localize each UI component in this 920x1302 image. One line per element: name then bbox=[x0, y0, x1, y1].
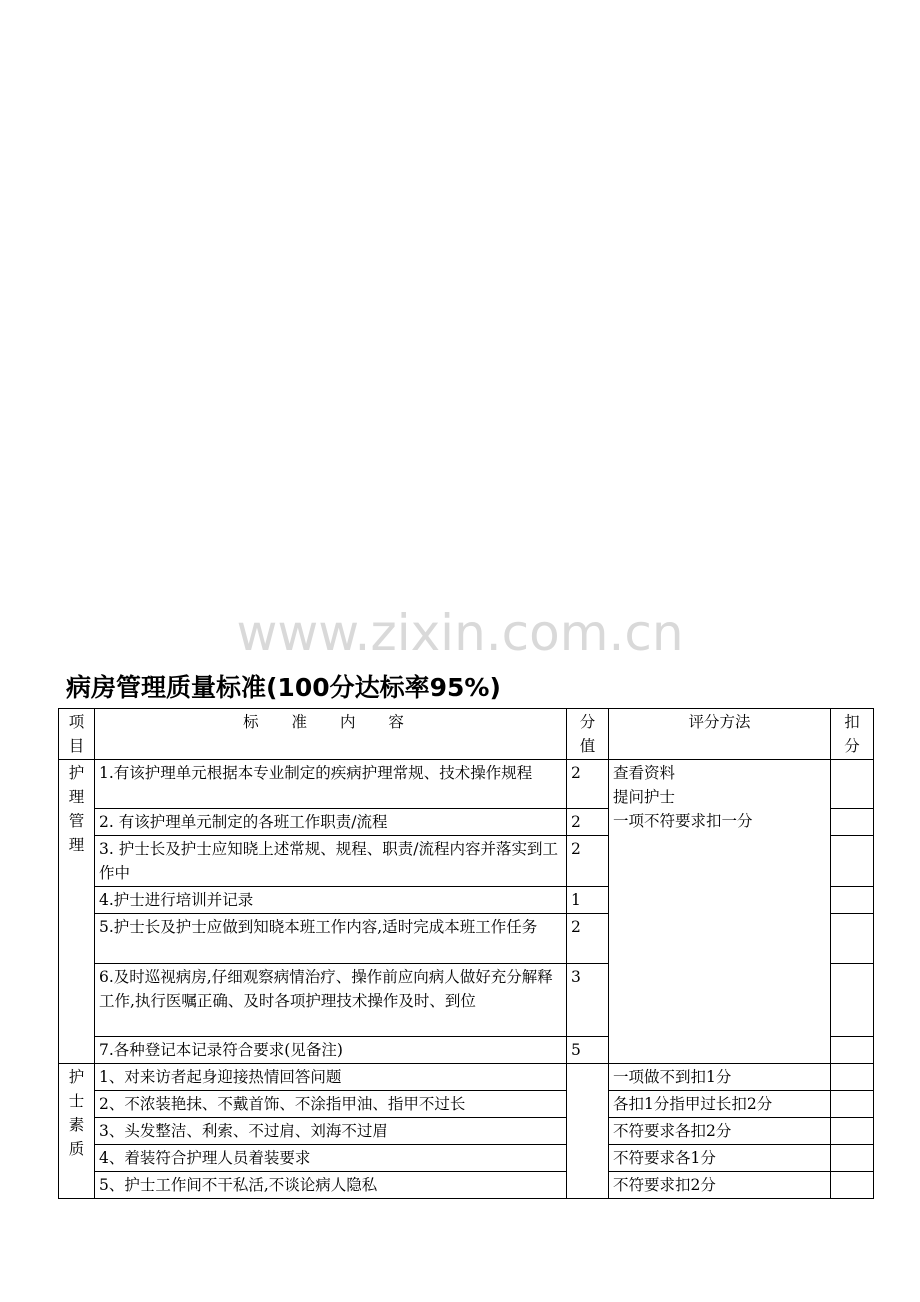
category-nursing-management: 护 理 管 理 bbox=[59, 760, 95, 1064]
table-row bbox=[59, 1091, 874, 1118]
header-content: 标 准 内 容 bbox=[95, 709, 567, 760]
scoring-method: 不符要求各扣2分 bbox=[609, 1118, 831, 1145]
header-item: 项 目 bbox=[59, 709, 95, 760]
scoring-method: 各扣1分指甲过长扣2分 bbox=[609, 1091, 831, 1118]
deduction-cell[interactable] bbox=[831, 887, 874, 914]
scoring-method: 查看资料 提问护士 一项不符要求扣一分 bbox=[609, 760, 831, 1064]
standard-content: 3、头发整洁、利索、不过肩、刘海不过眉 bbox=[95, 1118, 567, 1145]
deduction-cell[interactable] bbox=[831, 1091, 874, 1118]
score-value: 3 bbox=[567, 964, 609, 1037]
header-score: 分 值 bbox=[567, 709, 609, 760]
table-row bbox=[59, 1145, 874, 1172]
deduction-cell[interactable] bbox=[831, 1118, 874, 1145]
deduction-cell[interactable] bbox=[831, 1064, 874, 1091]
standard-content: 1、对来访者起身迎接热情回答问题 bbox=[95, 1064, 567, 1091]
quality-standard-table bbox=[58, 708, 874, 1199]
deduction-cell[interactable] bbox=[831, 964, 874, 1037]
document-title: 病房管理质量标准(100分达标率95%) bbox=[66, 673, 501, 702]
standard-content: 1.有该护理单元根据本专业制定的疾病护理常规、技术操作规程 bbox=[95, 760, 567, 809]
deduction-cell[interactable] bbox=[831, 760, 874, 809]
score-value: 2 bbox=[567, 836, 609, 887]
scoring-method: 不符要求扣2分 bbox=[609, 1172, 831, 1199]
scoring-method: 一项做不到扣1分 bbox=[609, 1064, 831, 1091]
score-value: 2 bbox=[567, 760, 609, 809]
score-value bbox=[567, 1064, 609, 1199]
table-header-row bbox=[59, 709, 874, 760]
deduction-cell[interactable] bbox=[831, 809, 874, 836]
table-row bbox=[59, 1118, 874, 1145]
standard-content: 4、着装符合护理人员着装要求 bbox=[95, 1145, 567, 1172]
table-row bbox=[59, 760, 874, 809]
header-method: 评分方法 bbox=[609, 709, 831, 760]
table-row bbox=[59, 1064, 874, 1091]
deduction-cell[interactable] bbox=[831, 1172, 874, 1199]
deduction-cell[interactable] bbox=[831, 1145, 874, 1172]
standard-content: 6.及时巡视病房,仔细观察病情治疗、操作前应向病人做好充分解释工作,执行医嘱正确、及时各项护理技术操作及时、到位 bbox=[95, 964, 567, 1037]
deduction-cell[interactable] bbox=[831, 836, 874, 887]
header-deduct: 扣 分 bbox=[831, 709, 874, 760]
standard-content: 4.护士进行培训并记录 bbox=[95, 887, 567, 914]
table-row bbox=[59, 1172, 874, 1199]
standard-content: 2、不浓装艳抹、不戴首饰、不涂指甲油、指甲不过长 bbox=[95, 1091, 567, 1118]
standard-content: 3. 护士长及护士应知晓上述常规、规程、职责/流程内容并落实到工作中 bbox=[95, 836, 567, 887]
standard-content: 5、护士工作间不干私活,不谈论病人隐私 bbox=[95, 1172, 567, 1199]
standard-content: 7.各种登记本记录符合要求(见备注) bbox=[95, 1037, 567, 1064]
deduction-cell[interactable] bbox=[831, 914, 874, 964]
standard-content: 5.护士长及护士应做到知晓本班工作内容,适时完成本班工作任务 bbox=[95, 914, 567, 964]
score-value: 1 bbox=[567, 887, 609, 914]
score-value: 2 bbox=[567, 809, 609, 836]
scoring-method: 不符要求各1分 bbox=[609, 1145, 831, 1172]
score-value: 2 bbox=[567, 914, 609, 964]
standard-content: 2. 有该护理单元制定的各班工作职责/流程 bbox=[95, 809, 567, 836]
category-nurse-quality: 护 士 素 质 bbox=[59, 1064, 95, 1199]
score-value: 5 bbox=[567, 1037, 609, 1064]
watermark: www.zixin.com.cn bbox=[236, 604, 684, 662]
deduction-cell[interactable] bbox=[831, 1037, 874, 1064]
